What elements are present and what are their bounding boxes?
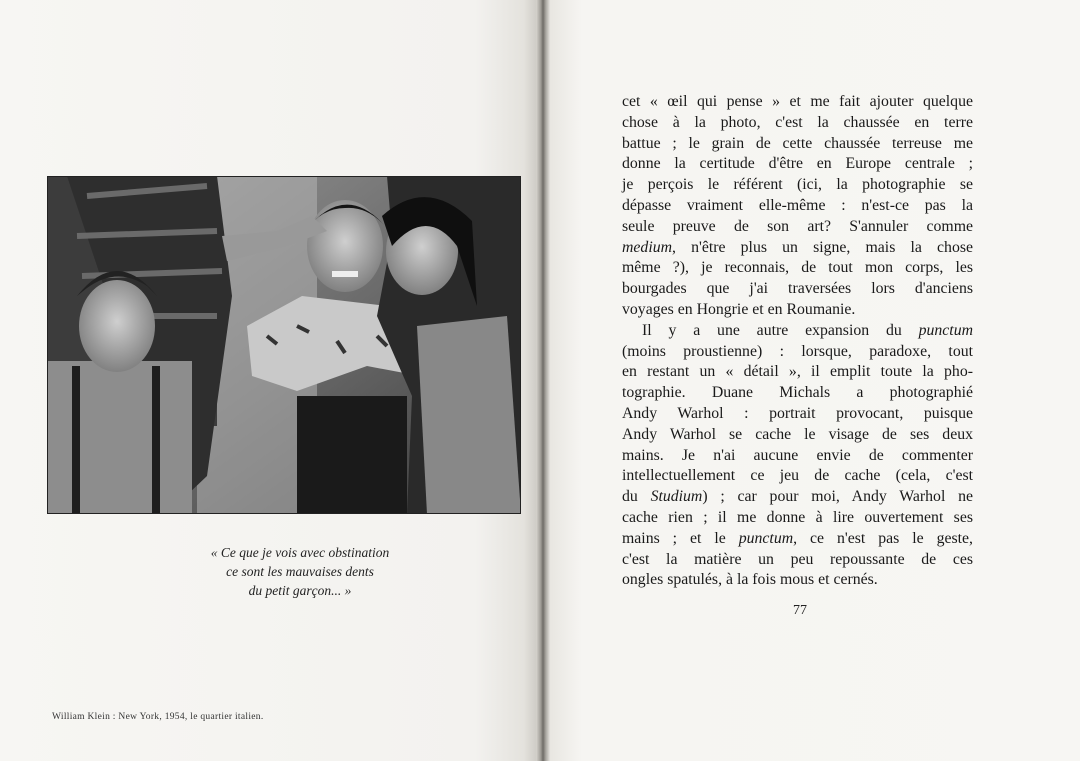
caption-line: « Ce que je vois avec obstination [210,545,390,560]
caption-line: du petit garçon... » [248,583,352,598]
text-line: (moins proustienne) : lorsque, paradoxe, tout [622,342,973,360]
text-fragment: , ce n'est pas le geste, [793,529,973,547]
text-line: battue ; le grain de cette chaussée terreuse me [622,134,973,152]
body-text [622,92,973,591]
text-line: ongles spatulés, à la fois mous et cernés. [622,571,878,589]
text-fragment: Il y a une autre expansion du [642,321,919,339]
text-line: en restant un « détail », il emplit toute la pho- [622,363,973,381]
text-fragment: du [622,488,651,506]
text-line: intellectuellement ce jeu de cache (cela, c'est [622,467,973,485]
text-line: donne la certitude d'être en Europe centrale ; [622,155,973,173]
text-line: dépasse vraiment elle-même : n'est-ce pas la [622,196,973,214]
book-gutter [536,0,550,761]
text-line: je perçois le référent (ici, la photographie se [622,176,973,194]
text-line: mains. Je n'ai aucune envie de commenter [622,446,973,464]
text-line [622,321,973,342]
text-line: voyages en Hongrie et en Roumanie. [622,300,856,318]
photograph-children-street [47,176,521,514]
page-number: 77 [793,603,807,618]
text-fragment: , n'être plus un signe, mais la chose [672,238,973,256]
text-line: seule preuve de son art? S'annuler comme [622,217,973,235]
text-line: c'est la matière un peu repoussante de ces [622,550,973,568]
text-line: cache rien ; il me donne à lire ouvertement ses [622,508,973,526]
text-line: bourgades que j'ai traversées lors d'anciens [622,280,973,298]
text-line: cet « œil qui pense » et me fait ajouter quelque [622,93,973,110]
italic-term: punctum [918,321,973,339]
text-fragment: ) ; car pour moi, Andy Warhol ne [702,488,974,506]
photo-caption [155,543,445,600]
text-line: même ?), je reconnais, de tout mon corps, les [622,259,973,277]
text-line: tographie. Duane Michals a photographié [622,384,973,402]
text-line [622,238,973,259]
text-line: Andy Warhol se cache le visage de ses deux [622,425,973,443]
italic-term: punctum [738,529,794,547]
photo-credit: William Klein : New York, 1954, le quartier italien. [52,712,264,722]
text-line: chose à la photo, c'est la chaussée en terre [622,113,973,131]
text-line: Andy Warhol : portrait provocant, puisque [622,404,973,422]
text-line [622,487,973,508]
italic-term: Studium [650,488,703,506]
caption-line: ce sont les mauvaises dents [226,564,374,579]
text-line [622,529,973,550]
text-fragment: mains ; et le [622,529,739,547]
italic-term: medium [622,238,673,256]
